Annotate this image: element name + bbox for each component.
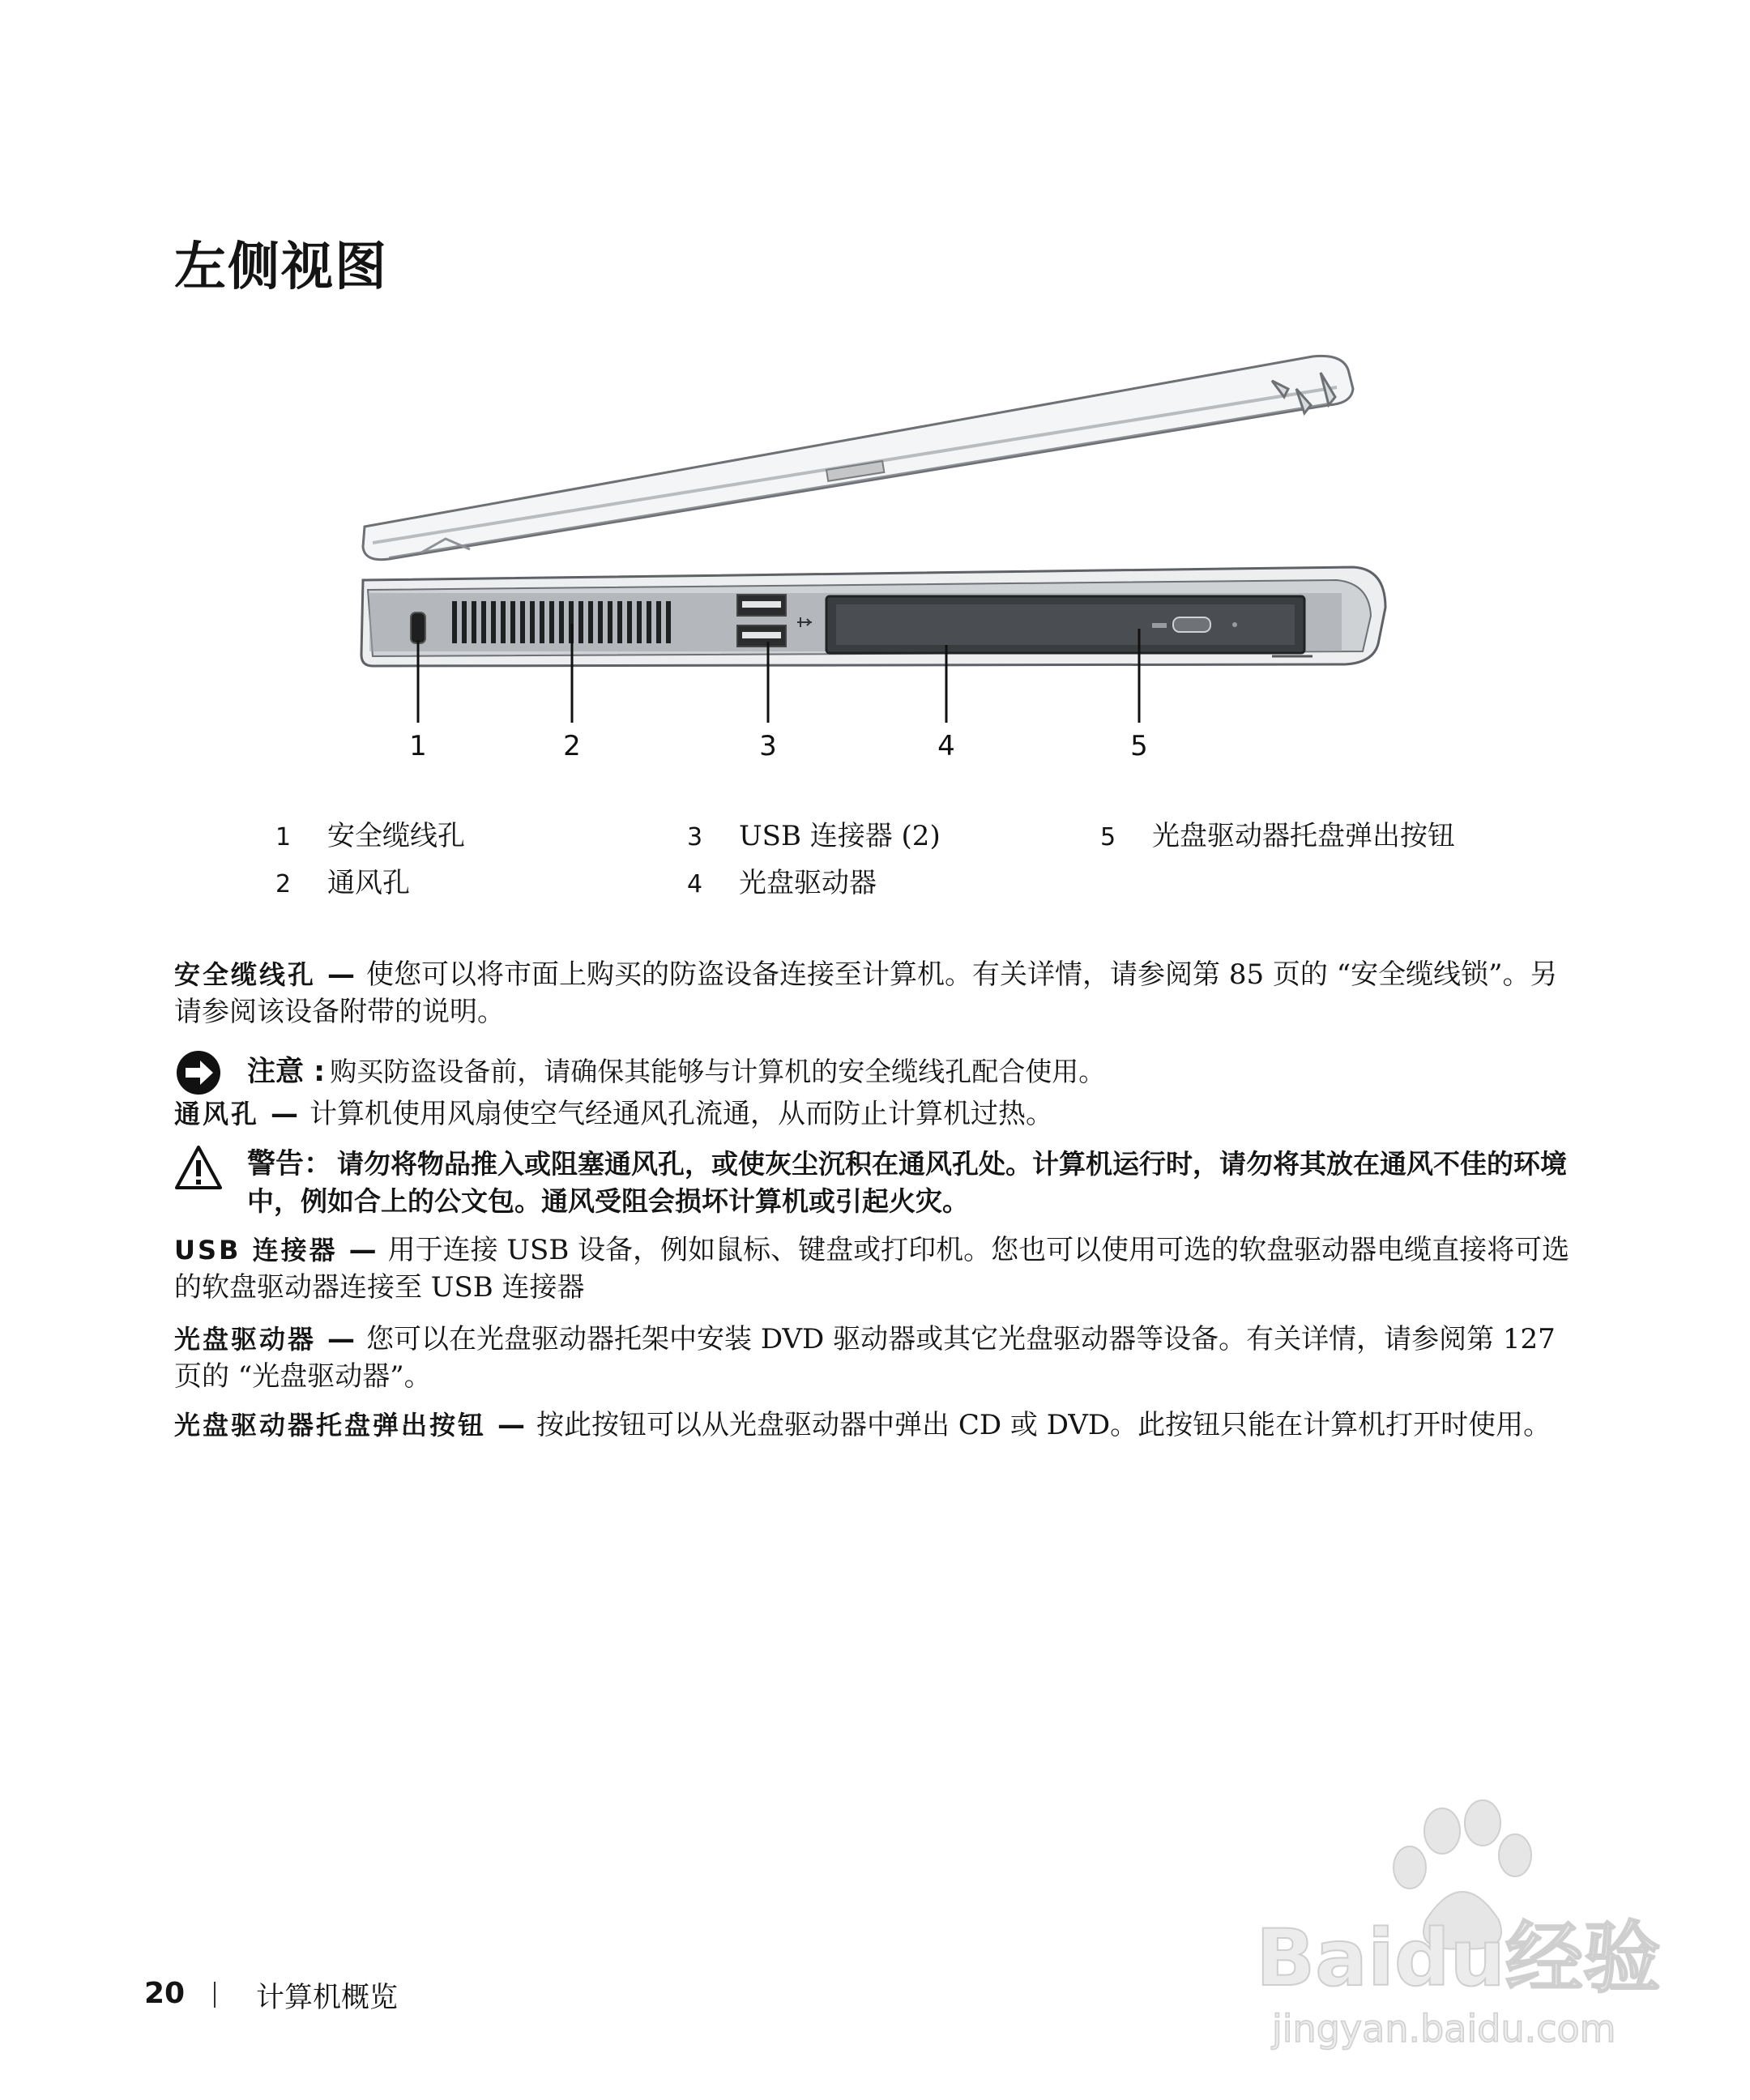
vent-icon — [452, 601, 671, 643]
warning-icon — [174, 1144, 223, 1193]
callout-2: 2 — [563, 730, 581, 762]
footer-section-title: 计算机概览 — [256, 1982, 399, 2014]
warning-box: 警告： 请勿将物品推入或阻塞通风孔，或使灰尘沉积在通风孔处。计算机运行时，请勿将其放在通风不佳的环境中，例如合上的公文包。通风受阻会损坏计算机或引起火灾。 — [174, 1144, 1584, 1225]
laptop-left-side-figure — [340, 340, 1394, 778]
callout-4: 4 — [937, 730, 955, 762]
legend-item: 1 安全缆线孔 — [275, 820, 465, 852]
legend-item: 3 USB 连接器 (2) — [687, 820, 941, 852]
watermark-brand: Baidu经验 — [1256, 1913, 1661, 2004]
laptop-lid — [363, 356, 1353, 559]
callout-3: 3 — [759, 730, 777, 762]
footer-divider — [214, 1982, 216, 2008]
watermark-url: jingyan.baidu.com — [1272, 2007, 1616, 2051]
page-number: 20 — [144, 1977, 186, 2010]
usb-description: USB 连接器 — 用于连接 USB 设备，例如鼠标、键盘或打印机。您也可以使用可选的软盘驱动器电缆直接将可选的软盘驱动器连接至 USB 连接器 — [174, 1234, 1570, 1304]
security-slot-icon — [411, 612, 425, 643]
page-title: 左侧视图 — [174, 237, 388, 297]
legend-item: 5 光盘驱动器托盘弹出按钮 — [1100, 820, 1455, 852]
security-slot-description: 安全缆线孔 — 使您可以将市面上购买的防盗设备连接至计算机。有关详情，请参阅第 85 页的 “安全缆线锁”。另请参阅该设备附带的说明。 — [174, 958, 1558, 1028]
callout-1: 1 — [409, 730, 427, 762]
notice-box: 注意 : 购买防盗设备前，请确保其能够与计算机的安全缆线孔配合使用。 — [174, 1048, 1584, 1097]
figure-legend — [275, 818, 1572, 924]
callout-5: 5 — [1130, 730, 1148, 762]
eject-button-icon — [1173, 617, 1210, 632]
legend-item: 4 光盘驱动器 — [687, 867, 877, 899]
legend-item: 2 通风孔 — [275, 867, 410, 899]
baidu-watermark-logo — [1240, 1799, 1661, 2066]
eject-button-description: 光盘驱动器托盘弹出按钮 — 按此按钮可以从光盘驱动器中弹出 CD 或 DVD。此按钮只能在计算机打开时使用。 — [174, 1409, 1552, 1441]
notice-icon — [174, 1048, 223, 1097]
optical-drive-description: 光盘驱动器 — 您可以在光盘驱动器托架中安装 DVD 驱动器或其它光盘驱动器等设备。有关详情，请参阅第 127 页的 “光盘驱动器”。 — [174, 1323, 1556, 1393]
vent-description: 通风孔 — 计算机使用风扇使空气经通风孔流通，从而防止计算机过热。 — [174, 1098, 1054, 1130]
